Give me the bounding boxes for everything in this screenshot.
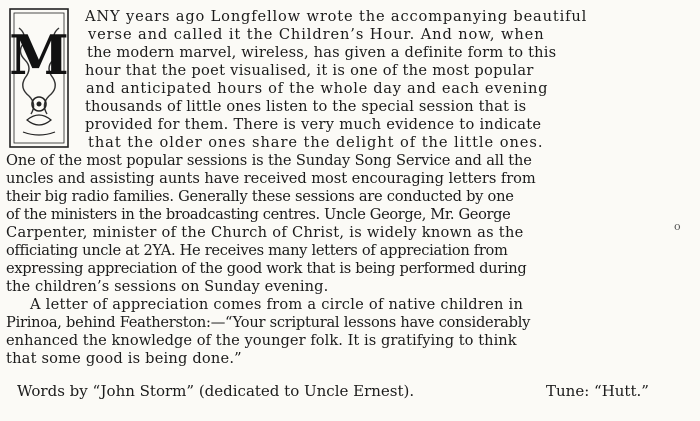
text-line: enhanced the knowledge of the younger folk. It is gratifying to think	[6, 332, 517, 349]
text-line: the modern marvel, wireless, has given a definite form to this	[87, 44, 557, 61]
text-line: verse and called it the Children’s Hour. And now, when	[88, 26, 545, 43]
text-line: and anticipated hours of the whole day and each evening	[86, 80, 549, 97]
text-line: One of the most popular sessions is the Sunday Song Service and all the	[6, 152, 532, 169]
ornamental-dropcap-m	[9, 8, 69, 148]
footer-credit: Words by “John Storm” (dedicated to Uncle Ernest).	[17, 382, 415, 400]
text-line: officiating uncle at 2YA. He receives many letters of appreciation from	[6, 242, 508, 259]
text-line: ANY years ago Longfellow wrote the accompanying beautiful	[85, 8, 588, 25]
dropcap-letter: M	[9, 23, 69, 87]
text-line: A letter of appreciation comes from a circle of native children in	[30, 296, 524, 313]
text-line: hour that the poet visualised, it is one of the most popular	[85, 62, 534, 79]
text-line: their big radio families. Generally these sessions are conducted by one	[6, 188, 514, 205]
text-line: that some good is being done.”	[6, 350, 242, 367]
text-line: thousands of little ones listen to the special session that is	[85, 98, 527, 115]
text-line: uncles and assisting aunts have received most encouraging letters from	[6, 170, 536, 187]
text-line: expressing appreciation of the good work that is being performed during	[6, 260, 527, 277]
text-line: of the ministers in the broadcasting centres. Uncle George, Mr. George	[6, 206, 511, 223]
text-line: Carpenter, minister of the Church of Christ, is widely known as the	[6, 224, 524, 241]
text-line: the children’s sessions on Sunday evening.	[6, 278, 329, 295]
text-line: Pirinoa, behind Featherston:—“Your scriptural lessons have considerably	[6, 314, 531, 331]
footer-tune: Tune: “Hutt.”	[546, 382, 649, 400]
text-line: provided for them. There is very much evidence to indicate	[85, 116, 542, 133]
text-line: that the older ones share the delight of the little ones.	[88, 134, 544, 151]
margin-mark: o	[674, 220, 681, 233]
